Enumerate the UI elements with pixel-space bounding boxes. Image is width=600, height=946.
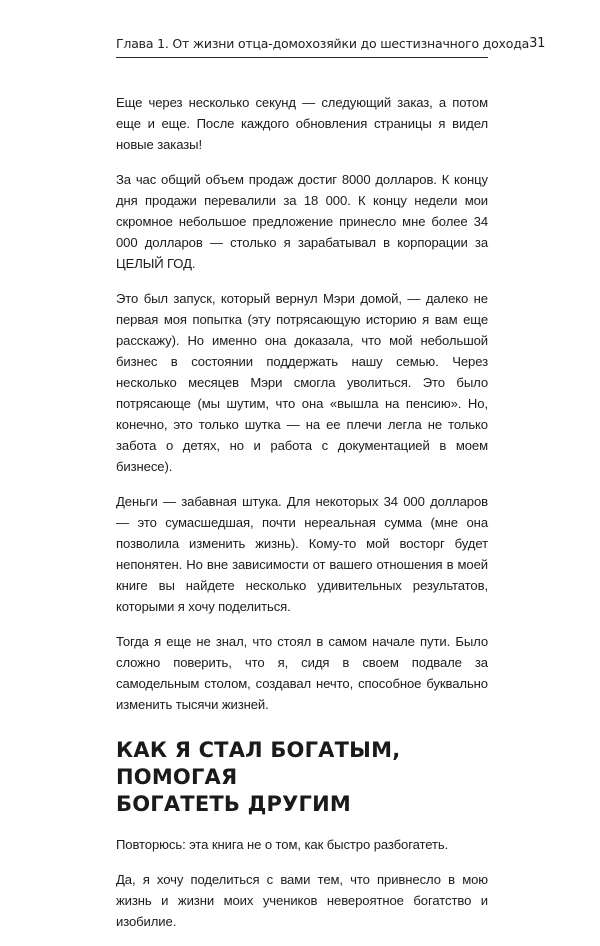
paragraph: Деньги — забавная штука. Для некоторых 34 000 долларов — это сумасшедшая, почти нереальная сумма (мне она позволила изменить жизнь). Кому-то мой восторг будет непонятен. Но вне зависимости от вашего отношения в моей книге вы найдете несколько удивительных результатов, которыми я хочу поделиться. [116,494,488,614]
running-head [116,36,546,58]
paragraph: Тогда я еще не знал, что стоял в самом начале пути. Было сложно поверить, что я, сидя в своем подвале за самодельным столом, создавал нечто, способное буквально изменить тысячи жизней. [116,634,488,712]
paragraph: За час общий объем продаж достиг 8000 долларов. К концу дня продажи перевалили за 18 000. К концу недели мои скромное небольшое предложение принесло мне более 34 000 долларов — столько я зарабатывал в корпорации за ЦЕЛЫЙ ГОД. [116,172,488,271]
book-page [116,36,546,946]
paragraph: Повторюсь: эта книга не о том, как быстро разбогатеть. [116,837,449,852]
paragraph: Это был запуск, который вернул Мэри домой, — далеко не первая моя попытка (эту потрясающую историю я вам еще расскажу). Но именно она доказала, что мой небольшой бизнес в состоянии поддержать нашу семью. Через несколько месяцев Мэри смогла уволиться. Это было потрясающе (мы шутим, что она «вышла на пенсию». Но, конечно, это только шутка — на ее плечи легла не только забота о детях, но и работа с документацией в моем бизнесе). [116,291,488,474]
section-heading-line: КАК Я СТАЛ БОГАТЫМ, ПОМОГАЯ [116,738,401,789]
section-heading [116,737,488,818]
chapter-title: Глава 1. От жизни отца-домохозяйки до шестизначного дохода [116,36,530,51]
page-number: 31 [529,36,546,51]
body-text [116,92,488,932]
paragraph: Да, я хочу поделиться с вами тем, что привнесло в мою жизнь и жизни моих учеников невероятное богатство и изобилие. [116,872,488,929]
section-heading-line: БОГАТЕТЬ ДРУГИМ [116,792,351,816]
paragraph: Еще через несколько секунд — следующий заказ, а потом еще и еще. После каждого обновления страницы я видел новые заказы! [116,95,488,152]
